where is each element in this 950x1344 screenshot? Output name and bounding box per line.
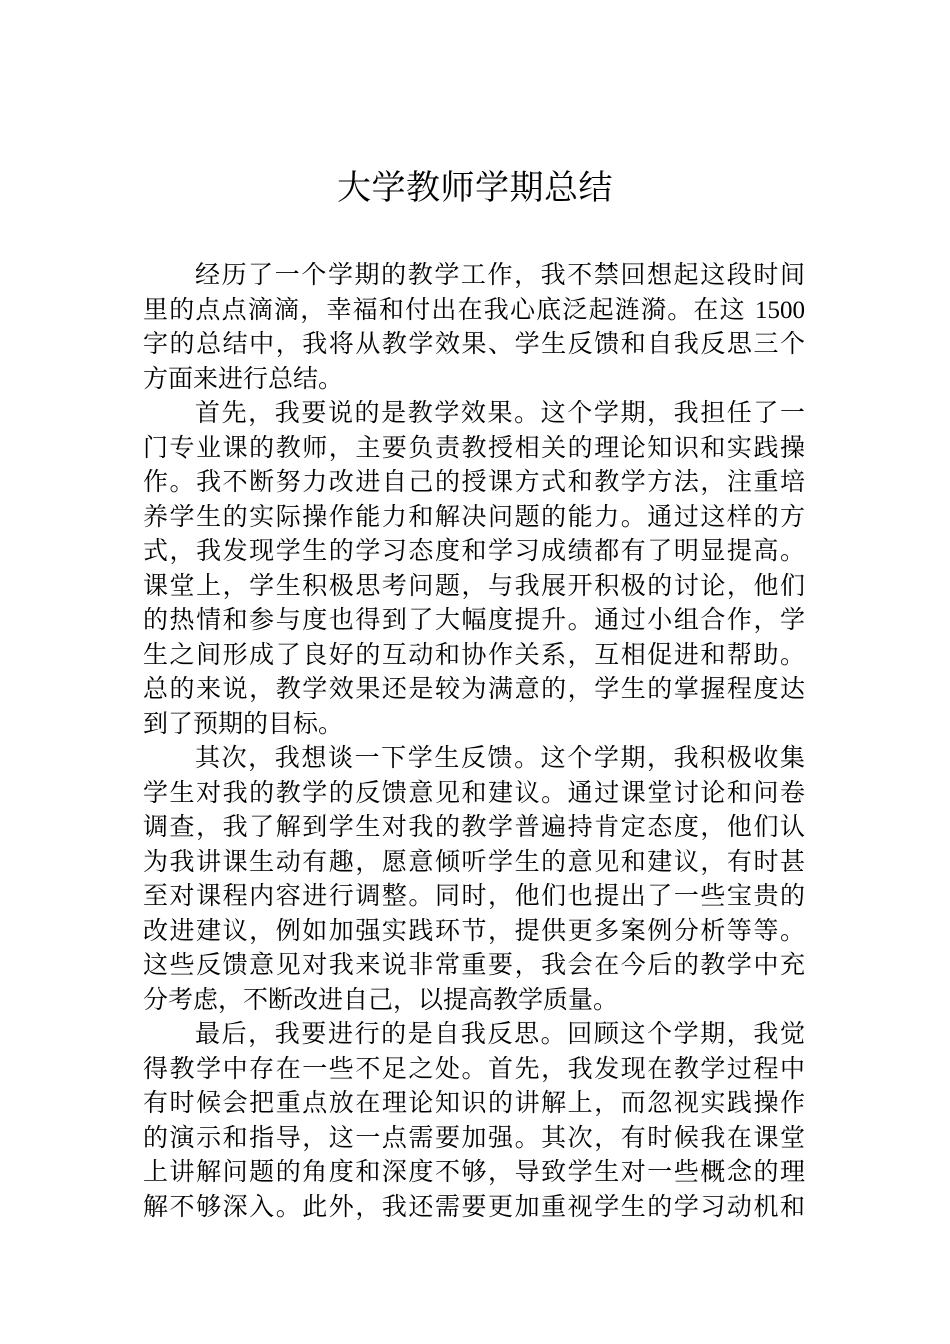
text-line: 改进建议，例如加强实践环节，提供更多案例分析等等。 [143, 915, 805, 945]
number-text: 1500 [755, 296, 805, 324]
text-line: 这些反馈意见对我来说非常重要，我会在今后的教学中充 [143, 950, 805, 979]
text-line: 首先，我要说的是教学效果。这个学期，我担任了一 [195, 398, 805, 427]
document-body [143, 258, 805, 1224]
text-line: 学生对我的教学的反馈意见和建议。通过课堂讨论和问卷 [143, 777, 805, 807]
paragraph-self-reflection [143, 1017, 805, 1224]
document-title: 大学教师学期总结 [337, 168, 613, 208]
text-line: 为我讲课生动有趣，愿意倾听学生的意见和建议，有时甚 [143, 846, 805, 876]
text-line: 上讲解问题的角度和深度不够，导致学生对一些概念的理 [143, 1157, 805, 1186]
paragraph-teaching-effect [143, 396, 805, 741]
text-line: 到了预期的目标。 [143, 708, 344, 738]
text-line: 调查，我了解到学生对我的教学普遍持肯定态度，他们认 [143, 812, 805, 841]
paragraph-intro [143, 258, 805, 396]
text-line: 门专业课的教师，主要负责教授相关的理论知识和实践操 [143, 432, 805, 462]
text-line: 分考虑，不断改进自己，以提高教学质量。 [143, 984, 619, 1014]
text-line: 字的总结中，我将从教学效果、学生反馈和自我反思三个 [143, 329, 805, 358]
text-line: 解不够深入。此外，我还需要更加重视学生的学习动机和 [143, 1191, 805, 1221]
text-line: 养学生的实际操作能力和解决问题的能力。通过这样的方 [143, 501, 805, 531]
text-line: 作。我不断努力改进自己的授课方式和教学方法，注重培 [143, 467, 805, 496]
text-line: 经历了一个学期的教学工作，我不禁回想起这段时间 [195, 260, 805, 289]
text-line: 至对课程内容进行调整。同时，他们也提出了一些宝贵的 [143, 881, 805, 910]
text-line: 的热情和参与度也得到了大幅度提升。通过小组合作，学 [143, 605, 805, 634]
text-line: 得教学中存在一些不足之处。首先，我发现在教学过程中 [143, 1053, 805, 1083]
text-line: 里的点点滴滴，幸福和付出在我心底泛起涟漪。在这 1500 [143, 294, 805, 324]
text-line: 最后，我要进行的是自我反思。回顾这个学期，我觉 [195, 1019, 805, 1048]
text-line: 其次，我想谈一下学生反馈。这个学期，我积极收集 [195, 743, 805, 772]
text-line: 的演示和指导，这一点需要加强。其次，有时候我在课堂 [143, 1122, 805, 1152]
text-line: 有时候会把重点放在理论知识的讲解上，而忽视实践操作 [143, 1088, 805, 1117]
paragraph-student-feedback [143, 741, 805, 1017]
text-line: 课堂上，学生积极思考问题，与我展开积极的讨论，他们 [143, 570, 805, 600]
text-line: 式，我发现学生的学习态度和学习成绩都有了明显提高。 [143, 536, 805, 565]
text-line: 生之间形成了良好的互动和协作关系，互相促进和帮助。 [143, 639, 805, 669]
text-line: 总的来说，教学效果还是较为满意的，学生的掌握程度达 [143, 674, 805, 703]
text-line: 方面来进行总结。 [143, 363, 344, 393]
